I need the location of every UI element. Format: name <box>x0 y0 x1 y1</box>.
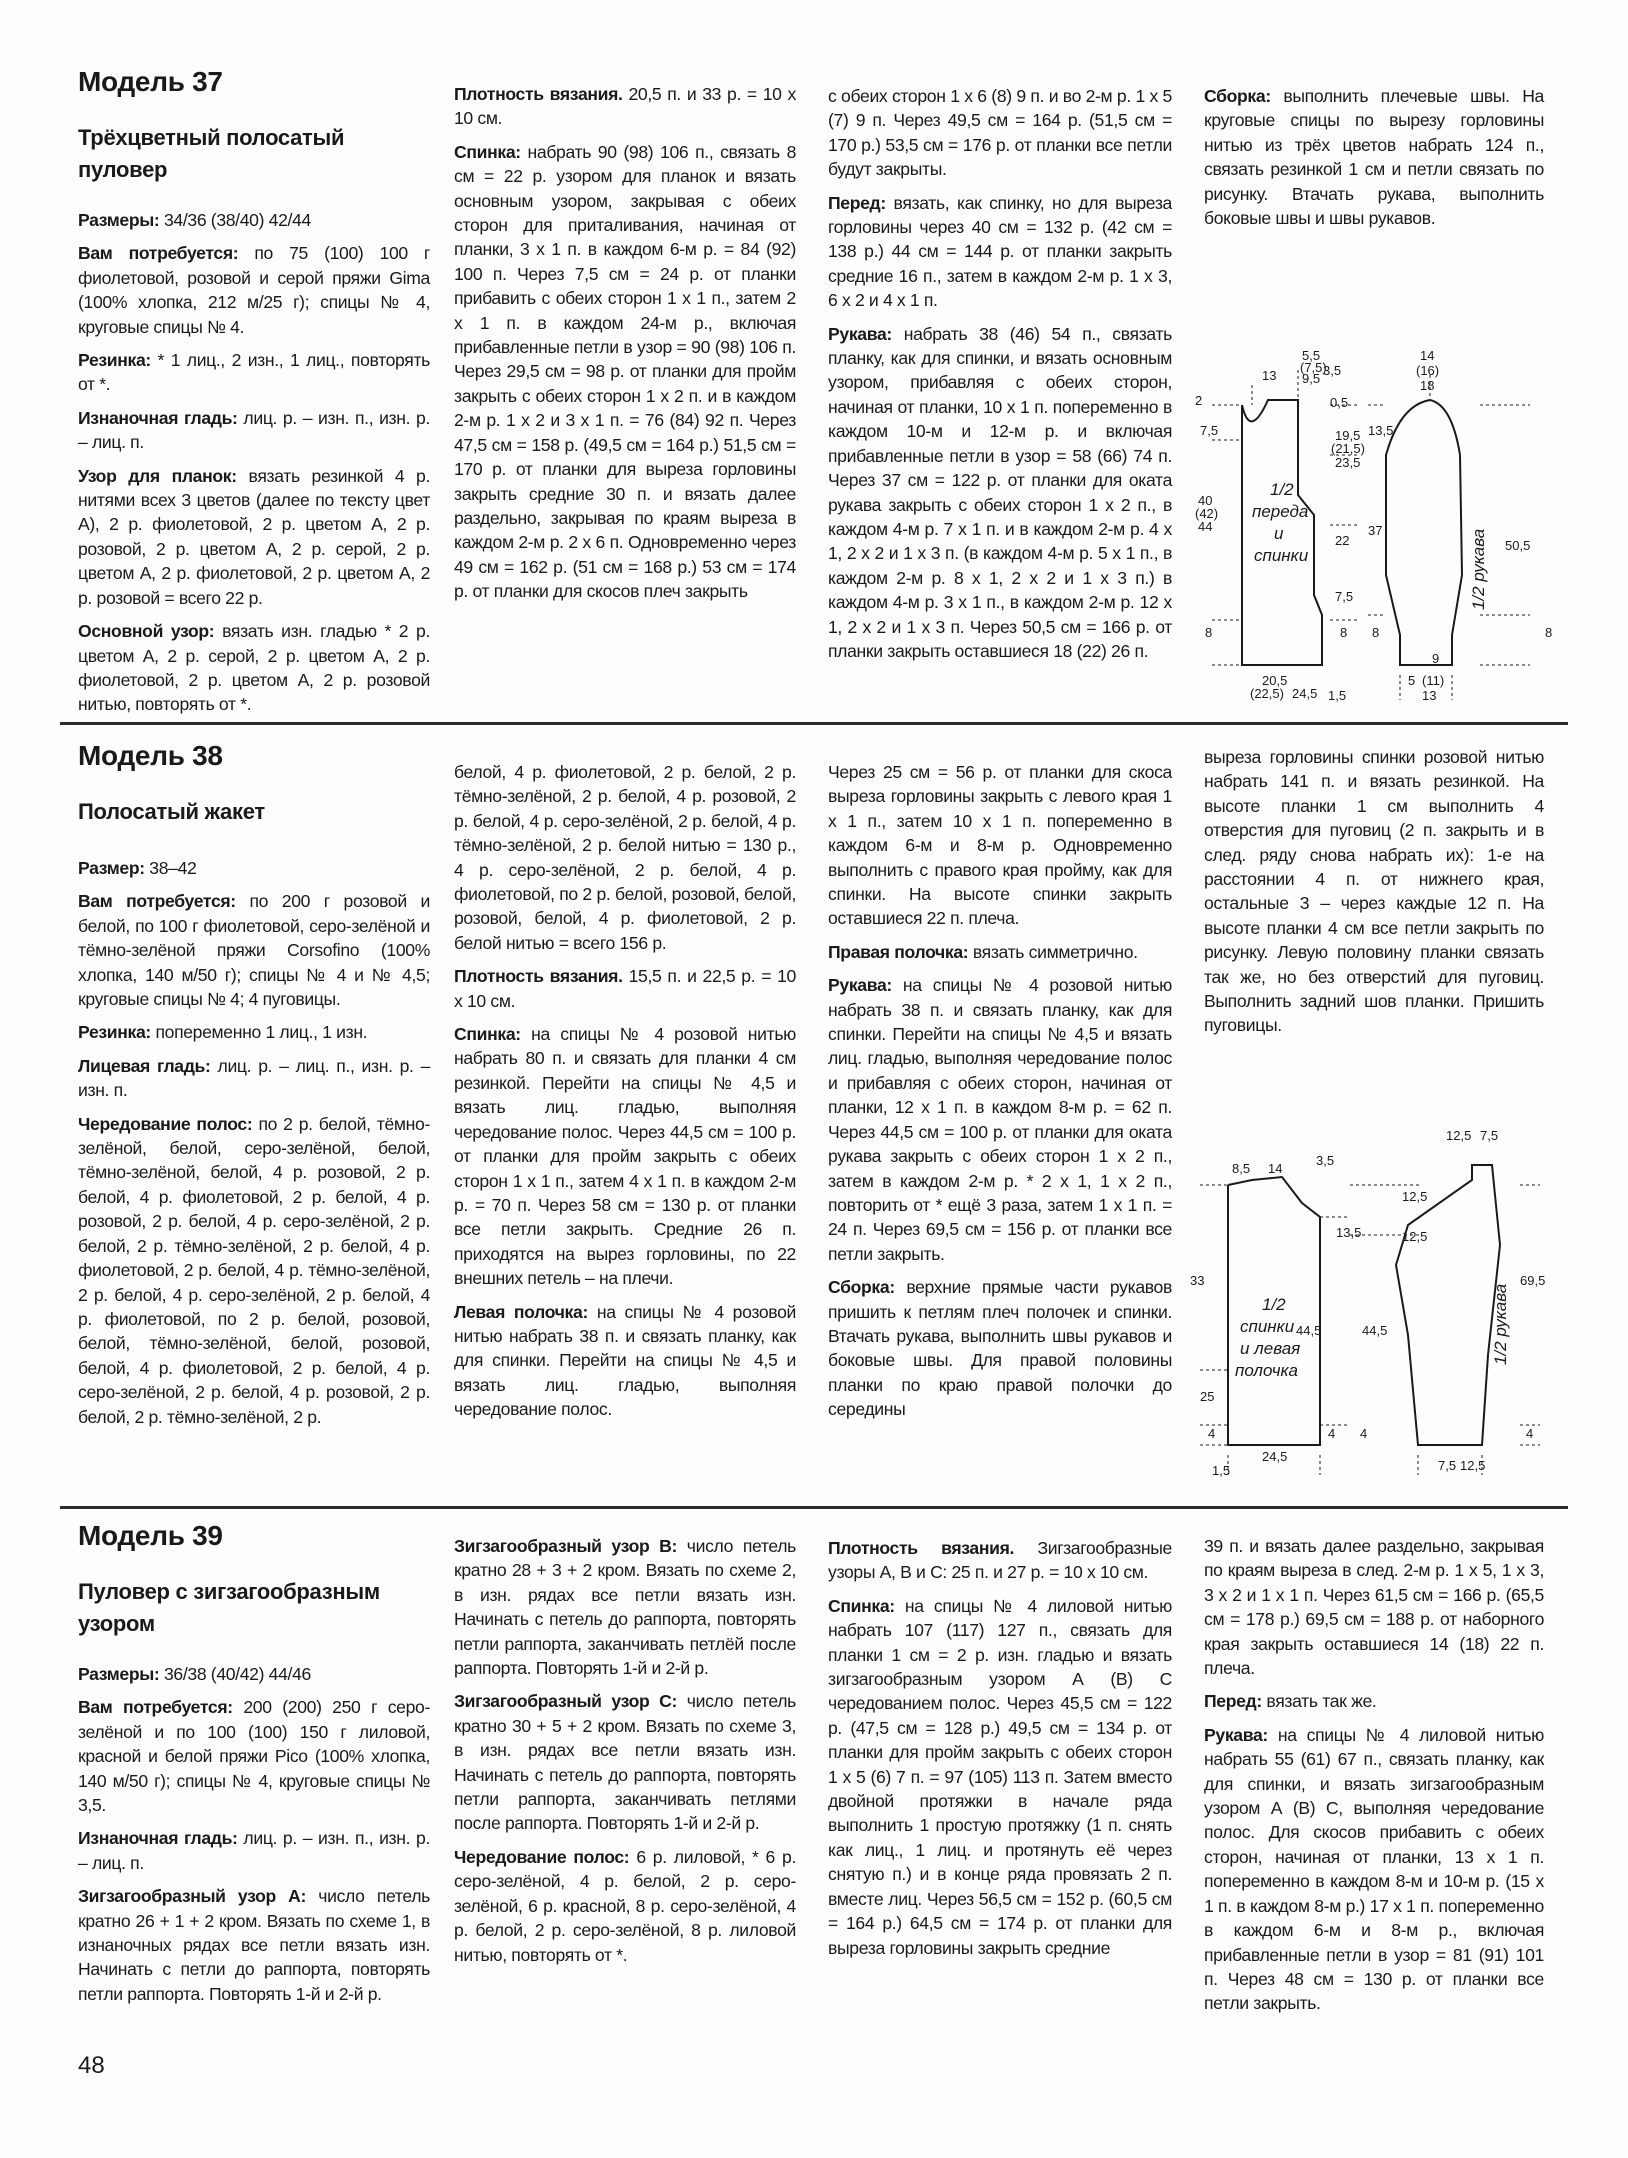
paragraph-body: белой, 4 р. фиолетовой, 2 р. белой, 2 р. тёмно-зелёной, 2 р. белой, 4 р. розовой, 2 р. белой, 4 р. серо-зелёной, 2 р. белой, 4 р. тёмно-зелёной, 2 р. белой нитью = 130 р., 4 р. серо-зелёной, 2 р. белой, 4 р. фиолетовой, по 2 р. белой, розовой, белой, розовой, белой, 4 р. фиолетовой, 2 р. белой нитью = всего 156 р. <box>454 762 796 953</box>
m37-col2 <box>454 82 796 613</box>
m37-schematic <box>1190 345 1570 715</box>
paragraph-body: на спицы № 4 розовой нитью набрать 38 п. и связать планку, как для спинки. Перейти на спицы № 4,5 и вязать лиц. гладью, выполняя чередование полос и прибавляя с обеих сторон, начиная от планки, 12 х 1 п. в каждом 8-м р. = 62 п. Через 44,5 см = 100 р. от планки для оката рукава закрыть с обеих сторон 1 х 2 п., затем в каждом 2-м р. * 2 х 1, 1 х 2 п., повторить от * ещё 3 раза, затем 1 х 1 п. = 24 п. Через 69,5 см = 156 р. от планки все петли закрыть. <box>828 975 1172 1264</box>
m38-dim-20: 12,5 <box>1460 1458 1486 1473</box>
paragraph-body: число петель кратно 30 + 5 + 2 кром. Вязать по схеме 3, в изн. рядах все петли вязать изн. Начинать с петель до раппорта, повторять петли раппорта, заканчивать петлями после раппорта. Повторять 1-й и 2-й р. <box>454 1691 796 1834</box>
m38-dim-17: 1,5 <box>1212 1463 1231 1478</box>
m37-dim-15: 7,5 <box>1335 589 1354 604</box>
paragraph-lead: Рукава: <box>828 975 892 996</box>
m37-dim-17: 8 <box>1340 625 1348 640</box>
paragraph <box>78 406 430 455</box>
m38-title: Модель 38 <box>78 740 223 771</box>
paragraph <box>828 973 1172 1266</box>
m39-subtitle: Пуловер с зигзагообразным узором <box>78 1579 380 1636</box>
m38-col4 <box>1204 745 1544 1047</box>
paragraph-body: лиц. р. – лиц. п., изн. р. – изн. п. <box>78 1055 431 1101</box>
paragraph <box>78 1884 430 2006</box>
m38-dim-5: 12,5 <box>1402 1189 1428 1204</box>
m37-col4-text <box>1204 84 1544 230</box>
m37-dim-2: (7,5) <box>1300 360 1327 375</box>
m37-dim-8: 19,5 <box>1335 428 1361 443</box>
divider-2 <box>60 1506 1568 1509</box>
paragraph-body: по 2 р. белой, тёмно-зелёной, белой, серо-зелёной, белой, тёмно-зелёной, белой, 4 р. розовой, 2 р. белой, 4 р. фиолетовой, 2 р. белой, 4 р. розовой, 2 р. белой, 4 р. серо-зелёной, 2 р. белой, 2 р. тёмно-зелёной, 2 р. белой, 4 р. фиолетовой, 2 р. белой, 4 р. тёмно-зелёной, 2 р. белой, 4 р. серо-зелёной, 2 р. белой, 4 р. фиолетовой, по 2 р. белой, розовой, белой, тёмно-зелёной, белой, розовой, белой, 4 р. фиолетовой, 2 р. белой, 4 р. серо-зелёной, 2 р. белой, 4 р. розовой, 2 р. белой, 2 р. тёмно-зелёной, 2 р. <box>78 1113 430 1427</box>
m37-dim-5: 2 <box>1195 393 1203 408</box>
paragraph-lead: Зигзагообразный узор В: <box>454 1536 678 1556</box>
m37-col1-text <box>78 208 430 717</box>
paragraph-lead: Размеры: <box>78 210 160 230</box>
m37-dim-3: 9,5 <box>1302 371 1321 386</box>
m37-dim-20: 24,5 <box>1292 686 1318 701</box>
m37-dim-12: (42) <box>1195 506 1219 521</box>
paragraph <box>1204 1723 1544 2016</box>
paragraph-lead: Перед: <box>828 192 886 213</box>
paragraph-lead: Лицевая гладь: <box>78 1055 211 1076</box>
m37-dim-7: 7,5 <box>1200 423 1219 438</box>
paragraph <box>828 84 1172 182</box>
paragraph-lead: Основной узор: <box>78 621 215 642</box>
m38-dim-1: 14 <box>1268 1161 1283 1176</box>
m37-dim-16: 8 <box>1205 625 1213 640</box>
paragraph-lead: Сборка: <box>828 1277 895 1298</box>
paragraph-lead: Спинка: <box>454 141 521 162</box>
paragraph-body: 15,5 п. и 22,5 р. = 10 х 10 см. <box>454 966 796 1011</box>
paragraph <box>1204 1534 1544 1680</box>
paragraph-lead: Рукава: <box>1204 1724 1268 1745</box>
m38-sleeve-outline <box>1396 1165 1500 1445</box>
paragraph-body: верхние прямые части рукавов пришить к петлям плеч полочек и спинки. Втачать рукава, выполнить швы рукавов и боковые швы. Для правой половины планки по краю правой полочки до середины <box>828 1277 1172 1420</box>
paragraph-body: на спицы № 4 лиловой нитью набрать 107 (117) 127 п., связать для планки 1 см = 2 р. изн. гладью и вязать зигзагообразным узором А (В) С чередованием полос. Через 45,5 см = 122 р. (47,5 см = 128 р.) 49,5 см = 134 р. от планки для пройм закрыть с обеих сторон 1 х 5 (6) 7 п. = 97 (105) 113 п. Затем вместо двойной протяжки в начале ряда выполнить 1 простую протяжку (1 п. снять как лиц., 1 лиц. и протянуть её через снятую п.) и в конце ряда провязать 2 п. вместе лиц. Через 56,5 см = 152 р. (60,5 см = 164 р.) 64,5 см = 174 р. от планки для выреза горловины закрыть средние <box>828 1595 1172 1958</box>
m37-dim-19: (22,5) <box>1250 686 1284 701</box>
m37-dim-14: 22 <box>1335 533 1350 548</box>
paragraph-lead: Размеры: <box>78 1664 160 1684</box>
m37-col1 <box>78 66 430 726</box>
m38-dim-4: 7,5 <box>1480 1128 1499 1143</box>
paragraph-body: вязать изн. гладью * 2 р. цветом А, 2 р. серой, 2 р. цветом А, 2 р. фиолетовой, 2 р. цветом А, 2 р. розовой нитью, повторять от *. <box>78 621 430 715</box>
paragraph-body: число петель кратно 26 + 1 + 2 кром. Вязать по схеме 1, в изнаночных рядах все петли вязать изн. Начинать с петли до раппорта, повторять петли раппорта. Повторять 1-й и 2-й р. <box>78 1886 430 2004</box>
paragraph-body: выполнить плечевые швы. На круговые спицы по вырезу горловины нитью из трёх цветов набрать 124 п., связать резинкой 1 см и петли связать по рисунку. Втачать рукава, выполнить боковые швы и швы рукавов. <box>1204 86 1544 229</box>
paragraph <box>78 1020 430 1044</box>
paragraph-lead: Вам потребуется: <box>78 1697 233 1718</box>
paragraph-lead: Изнаночная гладь: <box>78 407 238 428</box>
m37-dim-4: 3,5 <box>1323 363 1342 378</box>
paragraph-body: 200 (200) 250 г серо-зелёной и по 100 (100) 150 г лиловой, красной и белой пряжи Pico (100% хлопка, 140 м/50 г); спицы № 4, круговые спицы № 3,5. <box>78 1697 430 1816</box>
paragraph-lead: Вам потребуется: <box>78 243 239 264</box>
m37-dim-21: 1,5 <box>1328 688 1347 703</box>
m38-dim-15: 4 <box>1360 1426 1368 1441</box>
m38-col3-text <box>828 760 1172 1422</box>
m38-col4-text <box>1204 745 1544 1038</box>
m37-dim-27: 50,5 <box>1505 538 1531 553</box>
paragraph-body: с обеих сторон 1 х 6 (8) 9 п. и во 2-м р. 1 х 5 (7) 9 п. Через 49,5 см = 164 р. (51,5 см = 170 р.) 53,5 см = 176 р. от планки все петли будут закрыты. <box>828 86 1172 180</box>
paragraph-body: число петель кратно 28 + 3 + 2 кром. Вязать по схеме 2, в изн. рядах все петли вязать изн. Начинать с петель до раппорта, повторять петли раппорта, заканчивать петлёй после раппорта. Повторять 1-й и 2-й р. <box>454 1536 796 1679</box>
paragraph-body: * 1 лиц., 2 изн., 1 лиц., повторять от *. <box>78 350 430 395</box>
m38-dim-6: 13,5 <box>1336 1225 1362 1240</box>
m37-dim-33: 13 <box>1422 688 1437 703</box>
paragraph <box>1204 745 1544 1038</box>
paragraph-lead: Плотность вязания. <box>454 84 623 104</box>
m37-dim-13: 44 <box>1198 519 1213 534</box>
paragraph-body: 36/38 (40/42) 44/46 <box>159 1664 311 1684</box>
m38-front-label-2: и левая <box>1240 1339 1301 1358</box>
paragraph <box>78 856 430 880</box>
paragraph <box>454 1845 796 1967</box>
paragraph <box>78 1826 430 1875</box>
m37-dim-28: 8 <box>1372 625 1380 640</box>
m38-dim-3: 12,5 <box>1446 1128 1472 1143</box>
page-number: 48 <box>78 2052 105 2079</box>
paragraph-lead: Сборка: <box>1204 86 1271 106</box>
m38-dim-10: 44,5 <box>1296 1323 1322 1338</box>
paragraph-body: на спицы № 4 розовой нитью набрать 80 п. и связать для планки 4 см резинкой. Перейти на спицы № 4,5 и вязать лиц. гладью, выполняя чередование полос. Через 44,5 см = 100 р. от планки для пройм закрыть с обеих сторон 1 х 1 п., затем 4 х 1 п. в каждом 2-м р. = 70 п. Через 58 см = 130 р. от планки все петли закрыть. Средние 26 п. приходятся на вырез горловины, по 22 внешних петель – на плечи. <box>454 1024 796 1289</box>
paragraph-lead: Узор для планок: <box>78 465 237 486</box>
paragraph <box>78 1112 430 1429</box>
m37-col3 <box>828 84 1172 672</box>
paragraph-body: лиц. р. – изн. п., изн. р. – лиц. п. <box>78 407 430 453</box>
m38-dim-11: 44,5 <box>1362 1323 1388 1338</box>
paragraph-body: Зигзагообразные узоры А, В и С: 25 п. и 27 р. = 10 х 10 см. <box>828 1538 1172 1583</box>
paragraph-body: Через 25 см = 56 р. от планки для скоса выреза горловины закрыть с левого края 1 х 1 п., затем 10 х 1 п. попеременно в каждом 6-м и 8-м р. Одновременно выполнить с правого края пройму, как для спинки. На высоте спинки закрыть оставшиеся 22 п. плеча. <box>828 762 1172 929</box>
paragraph-body: попеременно 1 лиц., 1 изн. <box>150 1022 368 1043</box>
paragraph-body: вязать так же. <box>1261 1691 1377 1712</box>
paragraph-body: по 200 г розовой и белой, по 100 г фиолетовой, серо-зелёной и тёмно-зелёной пряжи Corsofino (100% хлопка, 140 м/50 г); спицы № 4 и № 4,5; круговые спицы № 4; 4 пуговицы. <box>78 891 430 1010</box>
m38-col1 <box>78 740 430 1438</box>
m37-col2-text <box>454 82 796 604</box>
m37-dim-31: 5 <box>1408 673 1416 688</box>
m37-dim-11: 40 <box>1198 493 1213 508</box>
paragraph-lead: Резинка: <box>78 350 151 371</box>
paragraph-body: выреза горловины спинки розовой нитью набрать 141 п. и вязать резинкой. На высоте планки 1 см выполнить 4 отверстия для пуговиц (2 п. закрыть и в след. ряду снова набрать их): 1-е на расстоянии 4 п. от нижнего края, остальные 3 – через каждые 12 п. На высоте планки 4 см все петли закрыть по рисунку. Левую половину планки связать так же, но без отверстий для пуговиц. Выполнить задний шов планки. Пришить пуговицы. <box>1204 747 1544 1036</box>
m37-front-label-2: и <box>1274 524 1284 543</box>
m39-col4 <box>1204 1534 1544 2025</box>
paragraph-lead: Зигзагообразный узор С: <box>454 1691 678 1712</box>
m39-col1-text <box>78 1662 430 2006</box>
m37-front-label-3: спинки <box>1254 546 1309 565</box>
paragraph-body: 34/36 (38/40) 42/44 <box>159 210 311 230</box>
paragraph-body: на спицы № 4 розовой нитью набрать 38 п. и связать планку, как для спинки. Перейти на спицы № 4,5 и вязать лиц. гладью, выполняя чередование полос. <box>454 1301 796 1420</box>
m37-dim-25: 13,5 <box>1368 423 1394 438</box>
paragraph-lead: Перед: <box>1204 1691 1262 1712</box>
paragraph <box>1204 84 1544 230</box>
m38-dim-9: 69,5 <box>1520 1273 1546 1288</box>
m37-front-label-1: переда <box>1252 502 1309 521</box>
m38-dim-18: 24,5 <box>1262 1449 1288 1464</box>
paragraph <box>828 1594 1172 1960</box>
paragraph <box>828 322 1172 664</box>
m37-title: Модель 37 <box>78 66 223 97</box>
paragraph-body: набрать 90 (98) 106 п., связать 8 см = 22 р. узором для планок и вязать основным узором, закрывая с обеих сторон для приталивания, начиная от планки, 3 х 1 п. в каждом 6-м р. = 84 (92) 100 п. Через 7,5 см = 24 р. от планки прибавить с обеих сторон 1 х 1 п., затем 2 х 1 п. в каждом 24-м р., включая прибавленные петли в узор = 90 (98) 106 п. Через 29,5 см = 98 р. от планки для пройм закрыть с обеих сторон 1 х 2 п. и в каждом 2-м р. 1 х 2 и 3 х 1 п. = 76 (84) 92 п. Через 47,5 см = 158 р. (49,5 см = 164 р.) 51,5 см = 170 р. от планки для выреза горловины закрыть средние 30 п. и вязать далее раздельно, закрывая по краям выреза в каждом 2-м р. 2 х 6 п. Одновременно через 49 см = 162 р. (51 см = 168 р.) 53 см = 174 р. от планки для скосов плеч закрыть <box>454 141 796 602</box>
m38-dim-2: 3,5 <box>1316 1153 1335 1168</box>
paragraph <box>454 964 796 1013</box>
m38-dim-7: 12,5 <box>1402 1229 1428 1244</box>
m38-dim-0: 8,5 <box>1232 1161 1251 1176</box>
m37-dim-0: 13 <box>1262 368 1277 383</box>
paragraph <box>454 1689 796 1835</box>
paragraph-lead: Размер: <box>78 858 145 878</box>
m38-dim-16: 4 <box>1526 1426 1534 1441</box>
m38-dim-12: 25 <box>1200 1389 1215 1404</box>
m38-col2-text <box>454 760 796 1422</box>
m37-col3-text <box>828 84 1172 663</box>
paragraph <box>78 1054 430 1103</box>
paragraph-body: вязать, как спинку, но для выреза горловины через 40 см = 132 р. (42 см = 138 р.) 44 см = 144 р. от планки закрыть средние 16 п., затем в каждом 2-м р. 1 х 3, 6 х 2 и 4 х 1 п. <box>828 192 1172 311</box>
m37-dim-6: 0,5 <box>1330 395 1349 410</box>
m39-col1 <box>78 1520 430 2015</box>
m37-col4 <box>1204 84 1544 239</box>
paragraph-lead: Резинка: <box>78 1022 151 1043</box>
paragraph-body: лиц. р. – изн. п., изн. р. – лиц. п. <box>78 1828 430 1873</box>
m38-dim-14: 4 <box>1328 1426 1336 1441</box>
m38-sleeve-label: 1/2 рукава <box>1491 1283 1510 1365</box>
paragraph-lead: Рукава: <box>828 323 892 344</box>
m37-dim-10: 23,5 <box>1335 455 1361 470</box>
paragraph-lead: Плотность вязания. <box>454 966 623 987</box>
m37-dim-32: (11) <box>1422 673 1445 688</box>
m38-col2 <box>454 760 796 1431</box>
paragraph <box>78 1695 430 1817</box>
paragraph-lead: Правая полочка: <box>828 941 969 962</box>
paragraph <box>828 1275 1172 1421</box>
m39-col2-text <box>454 1534 796 1967</box>
m38-subtitle: Полосатый жакет <box>78 799 265 824</box>
paragraph-body: 6 р. лиловой, * 6 р. серо-зелёной, 4 р. белой, 2 р. серо-зелёной, 6 р. красной, 8 р. серо-зелёной, 4 р. белой, 2 р. серо-зелёной, 8 р. лиловой нитью, повторять от *. <box>454 1846 796 1965</box>
m37-dim-23: (16) <box>1416 363 1440 378</box>
paragraph <box>454 82 796 131</box>
m37-front-label-0: 1/2 <box>1270 480 1294 499</box>
m37-dim-24: 18 <box>1420 378 1435 393</box>
m38-dim-8: 33 <box>1190 1273 1205 1288</box>
m38-col3 <box>828 760 1172 1431</box>
m39-col4-text <box>1204 1534 1544 2016</box>
m38-front-label-0: 1/2 <box>1262 1295 1286 1314</box>
m38-front-label-3: полочка <box>1235 1361 1298 1380</box>
m37-dim-1: 5,5 <box>1302 348 1321 363</box>
m38-dim-13: 4 <box>1208 1426 1216 1441</box>
paragraph <box>828 760 1172 931</box>
paragraph <box>78 464 430 610</box>
paragraph-lead: Плотность вязания. <box>828 1538 1015 1558</box>
paragraph-lead: Чередование полос: <box>454 1846 630 1867</box>
m37-sleeve-label: 1/2 рукава <box>1469 528 1488 610</box>
paragraph <box>454 1300 796 1422</box>
paragraph-lead: Зигзагообразный узор А: <box>78 1886 307 1907</box>
paragraph <box>828 191 1172 313</box>
paragraph-body: вязать резинкой 4 р. нитями всех 3 цветов (далее по тексту цвет А), 2 р. фиолетовой, 2 р. цветом А, 2 р. розовой, 2 р. цветом А, 2 р. серой, 2 р. цветом А, 2 р. фиолетовой, 2 р. цветом А, 2 р. розовой = всего 22 р. <box>78 465 430 608</box>
paragraph <box>454 1534 796 1680</box>
m37-dim-22: 14 <box>1420 348 1435 363</box>
paragraph <box>1204 1689 1544 1713</box>
paragraph <box>78 348 430 397</box>
paragraph-lead: Спинка: <box>828 1595 895 1616</box>
m37-dim-29: 8 <box>1545 625 1553 640</box>
m38-front-label-1: спинки <box>1240 1317 1295 1336</box>
paragraph-body: 20,5 п. и 33 р. = 10 х 10 см. <box>454 84 796 129</box>
m37-dim-18: 20,5 <box>1262 673 1288 688</box>
paragraph-body: 38–42 <box>144 858 197 878</box>
m38-dim-19: 7,5 <box>1438 1458 1457 1473</box>
paragraph-body: 39 п. и вязать далее раздельно, закрывая по краям выреза в след. 2-м р. 1 х 5, 1 х 3, 3 х 2 и 1 х 1 п. Через 61,5 см = 166 р. (65,5 см = 178 р.) 69,5 см = 188 р. от наборного края закрыть оставшиеся 14 (18) 22 п. плеча. <box>1204 1536 1544 1679</box>
m37-dim-9: (21,5) <box>1331 441 1365 456</box>
paragraph <box>454 760 796 955</box>
paragraph <box>78 889 430 1011</box>
m37-dim-30: 9 <box>1432 651 1440 666</box>
paragraph <box>78 1662 430 1686</box>
paragraph-lead: Левая полочка: <box>454 1301 588 1322</box>
paragraph <box>828 1536 1172 1585</box>
paragraph-body: на спицы № 4 лиловой нитью набрать 55 (61) 67 п., связать планку, как для спинки, и вязать зигзагообразным узором А (В) С, выполняя чередование полос. Для скосов прибавить с обеих сторон, начиная от планки, 13 х 1 п. попеременно в каждом 8-м и 10-м р. (15 х 1 п. в каждом 8-м р.) 17 х 1 п. попеременно в каждом 6-м и 8-м р., включая прибавленные петли в узор = 81 (91) 101 п. Через 48 см = 130 р. от планки все петли закрыть. <box>1204 1724 1544 2014</box>
m37-subtitle: Трёхцветный полосатый пуловер <box>78 125 345 182</box>
paragraph-lead: Спинка: <box>454 1024 521 1045</box>
m38-schematic <box>1190 1125 1570 1495</box>
paragraph <box>454 140 796 604</box>
paragraph <box>78 208 430 232</box>
m39-col3 <box>828 1536 1172 1969</box>
m38-col1-text <box>78 856 430 1429</box>
m39-col2 <box>454 1534 796 1976</box>
m39-title: Модель 39 <box>78 1520 223 1551</box>
paragraph <box>828 940 1172 964</box>
paragraph-body: набрать 38 (46) 54 п., связать планку, как для спинки, и вязать основным узором, прибавляя с обеих сторон, начиная от планки, 10 х 1 п. попеременно в каждом 10-м и 12-м р. и включая прибавленные петли в узор = 58 (66) 74 п. Через 37 см = 122 р. от планки для оката рукава закрыть с обеих сторон 1 х 2 п., в каждом 4-м р. 7 х 1 п. и в каждом 2-м р. 4 х 1, 2 х 2 и 1 х 3 п. (в каждом 4-м р. 5 х 1 п., в каждом 2-м р. 8 х 1, 2 х 2 и 1 х 3 п.) в каждом 4-м р. 3 х 1 п., в каждом 2-м р. 12 х 1, 2 х 2 и 1 х 3 п. Через 50,5 см = 166 р. от планки закрыть оставшиеся 18 (22) 26 п. <box>828 323 1172 661</box>
paragraph-lead: Изнаночная гладь: <box>78 1828 238 1849</box>
m37-dim-26: 37 <box>1368 523 1383 538</box>
paragraph-body: вязать симметрично. <box>968 941 1138 962</box>
paragraph <box>78 619 430 717</box>
paragraph-lead: Вам потребуется: <box>78 891 236 912</box>
paragraph <box>78 241 430 339</box>
divider-1 <box>60 722 1568 725</box>
paragraph-lead: Чередование полос: <box>78 1113 253 1134</box>
paragraph <box>454 1022 796 1290</box>
m39-col3-text <box>828 1536 1172 1960</box>
m37-sleeve-outline <box>1386 400 1462 665</box>
paragraph-body: по 75 (100) 100 г фиолетовой, розовой и серой пряжи Gima (100% хлопка, 212 м/25 г); спицы № 4, круговые спицы № 4. <box>78 243 430 337</box>
